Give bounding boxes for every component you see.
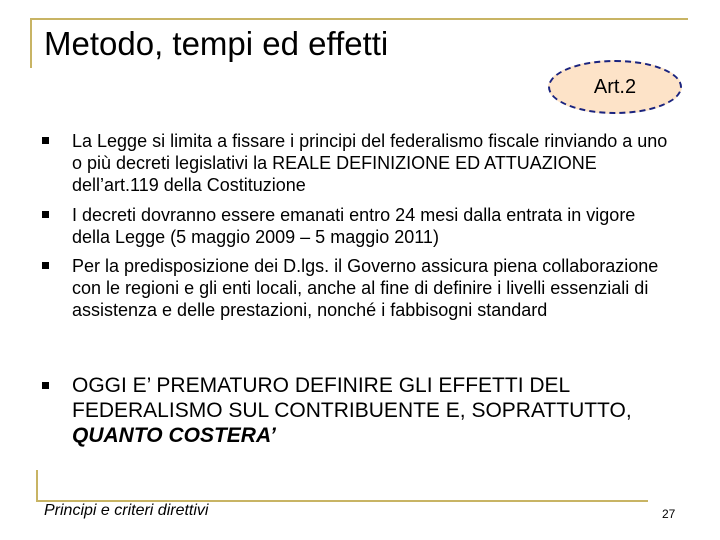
article-badge bbox=[548, 60, 682, 114]
highlight-main-text: OGGI E’ PREMATURO DEFINIRE GLI EFFETTI DEL FEDERALISMO SUL CONTRIBUENTE E, SOPRATTUTTO, bbox=[72, 374, 632, 422]
bullet-text: La Legge si limita a fissare i principi del federalismo fiscale rinviando a uno o più decreti legislativi la REALE DEFINIZIONE ED ATTUAZIONE dell’art.119 della Costituzione bbox=[72, 131, 668, 195]
highlight-emphasis: QUANTO COSTERA’ bbox=[72, 424, 276, 447]
bullet-square-icon bbox=[42, 382, 49, 389]
bullet-text: I decreti dovranno essere emanati entro 24 mesi dalla entrata in vigore della Legge (5 maggio 2009 – 5 maggio 2011) bbox=[72, 205, 636, 247]
footer-text: Principi e criteri direttivi bbox=[44, 502, 209, 519]
highlight-text bbox=[72, 373, 672, 448]
bullet-square-icon bbox=[42, 262, 49, 269]
slide-title: Metodo, tempi ed effetti bbox=[44, 25, 389, 62]
article-badge-label: Art.2 bbox=[593, 75, 637, 98]
bullet-text: Per la predisposizione dei D.lgs. il Governo assicura piena collaborazione con le regioni e gli enti locali, anche al fine di definire i livelli essenziali di assistenza e delle prestazioni, nonché i fabbisogni standard bbox=[72, 256, 659, 320]
bullet-square-icon bbox=[42, 211, 49, 218]
page-number: 27 bbox=[662, 507, 676, 521]
footer-divider-vertical bbox=[36, 470, 38, 502]
bullet-square-icon bbox=[42, 137, 49, 144]
